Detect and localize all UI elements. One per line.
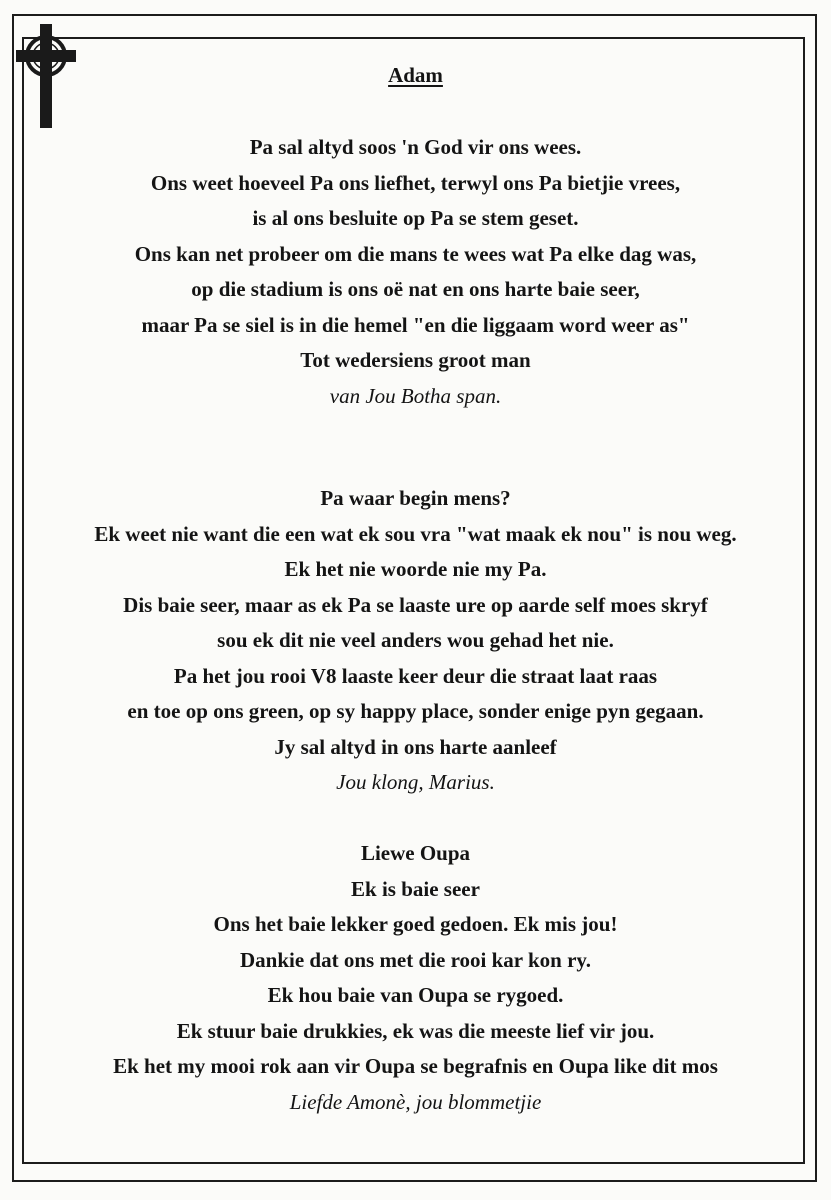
verse-line: is al ons besluite op Pa se stem geset.: [252, 206, 579, 230]
verse-line: Liewe Oupa: [360, 841, 471, 865]
stanza-1: [24, 130, 807, 414]
stanza-signature: van Jou Botha span.: [329, 383, 502, 408]
verse-line: Pa sal altyd soos 'n God vir ons wees.: [249, 135, 582, 159]
verse-line: Dis baie seer, maar as ek Pa se laaste ure op aarde self moes skryf: [123, 592, 708, 617]
verse-line: Ek hou baie van Oupa se rygoed.: [267, 983, 564, 1007]
stanza-signature: Liefde Amonè, jou blommetjie: [289, 1089, 542, 1114]
verse-line: Ek stuur baie drukkies, ek was die meeste lief vir jou.: [176, 1018, 655, 1043]
verse-line: sou ek dit nie veel anders wou gehad het nie.: [217, 628, 614, 652]
verse-line: Ons het baie lekker goed gedoen. Ek mis jou!: [213, 912, 618, 936]
verse-line: Ek weet nie want die een wat ek sou vra "wat maak ek nou" is nou weg.: [94, 521, 737, 546]
stanza-signature: Jou klong, Marius.: [336, 770, 495, 794]
verse-line: Ons weet hoeveel Pa ons liefhet, terwyl ons Pa bietjie vrees,: [150, 170, 681, 195]
verse-line: Ek is baie seer: [351, 876, 480, 901]
page-title: Adam: [388, 63, 443, 87]
stanza-3: [24, 836, 807, 1120]
verse-line: maar Pa se siel is in die hemel "en die liggaam word weer as": [141, 312, 690, 337]
verse-line: Ek het nie woorde nie my Pa.: [284, 557, 547, 581]
verse-line: Pa het jou rooi V8 laaste keer deur die straat laat raas: [173, 663, 658, 688]
verse-line: op die stadium is ons oë nat en ons harte baie seer,: [191, 277, 640, 301]
verse-line: Ek het my mooi rok aan vir Oupa se begrafnis en Oupa like dit mos: [113, 1054, 718, 1078]
stanza-2: [24, 481, 807, 801]
verse-line: Tot wedersiens groot man: [300, 348, 531, 372]
verse-line: en toe op ons green, op sy happy place, sonder enige pyn gegaan.: [127, 699, 704, 723]
verse-line: Dankie dat ons met die rooi kar kon ry.: [239, 947, 591, 972]
verse-line: Jy sal altyd in ons harte aanleef: [274, 734, 557, 759]
verse-line: Pa waar begin mens?: [320, 486, 511, 510]
verse-line: Ons kan net probeer om die mans te wees wat Pa elke dag was,: [134, 241, 697, 266]
